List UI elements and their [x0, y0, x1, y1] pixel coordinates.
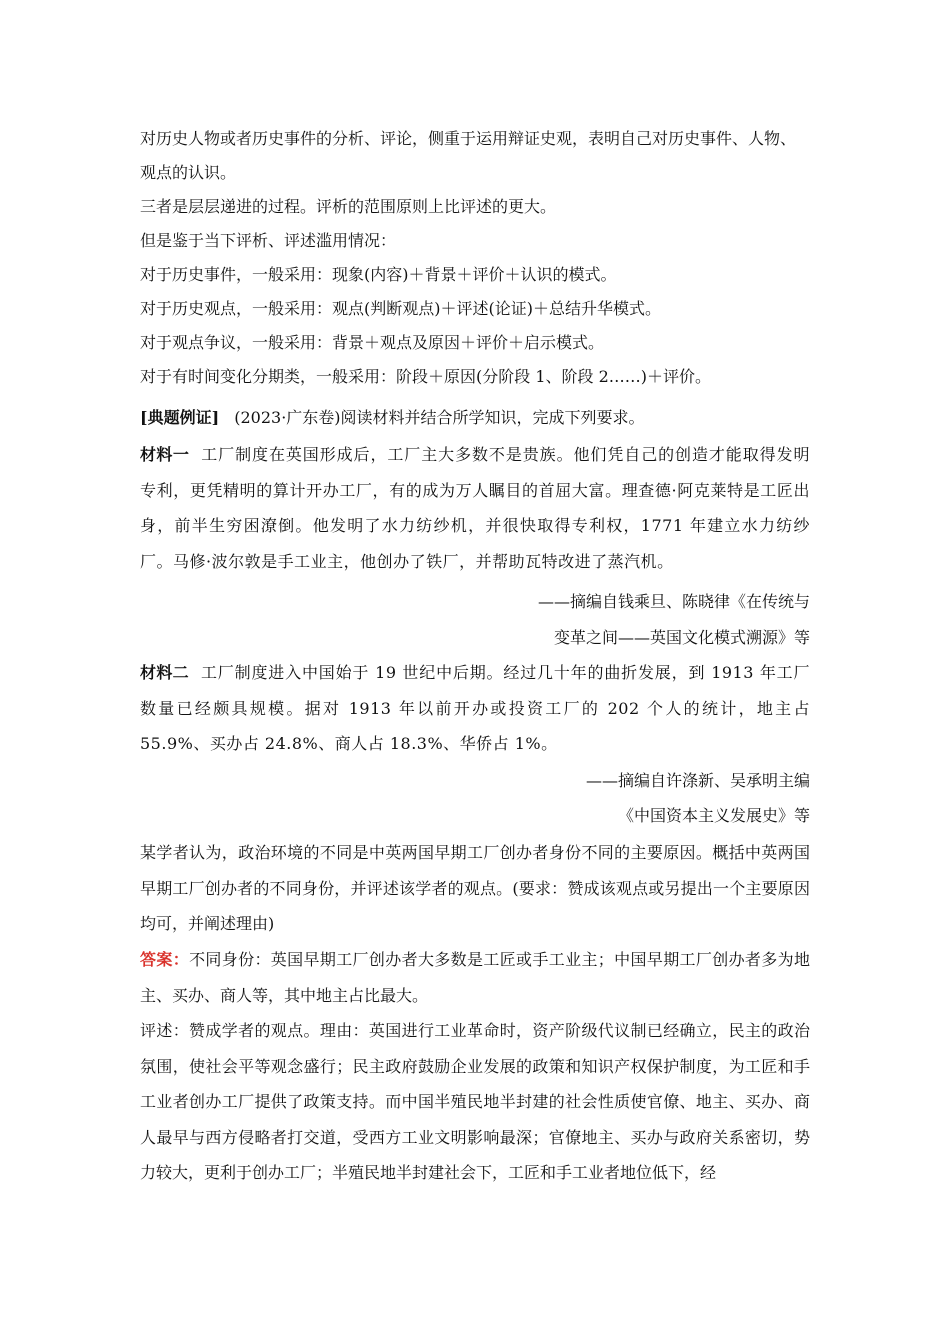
example-text: (2023·广东卷)阅读材料并结合所学知识，完成下列要求。	[234, 408, 645, 427]
material-one-label: 材料一	[140, 445, 190, 464]
intro-line: 三者是层层递进的过程。评析的范围原则上比评述的更大。	[140, 197, 557, 216]
material-one-text: 工厂制度在英国形成后，工厂主大多数不是贵族。他们凭自己的创造才能取得发明专利，更凭精明的算计开办工厂，有的成为万人瞩目的首屈大富。理查德·阿克莱特是工匠出身，前半生穷困潦倒。他发明了水力纺纱机，并很快取得专利权，1771 年建立水力纺纱厂。马修·波尔敦是手工业主，他创办了铁厂，并帮助瓦特改进了蒸汽机。	[140, 445, 810, 571]
intro-line: 对于历史事件，一般采用：现象(内容)＋背景＋评价＋认识的模式。	[140, 265, 617, 284]
material-one	[140, 437, 810, 579]
commentary-text: 评述：赞成学者的观点。理由：英国进行工业革命时，资产阶级代议制已经确立，民主的政治氛围，使社会平等观念盛行；民主政府鼓励企业发展的政策和知识产权保护制度，为工匠和手工业者创办工厂提供了政策支持。而中国半殖民地半封建的社会性质使官僚、地主、买办、商人最早与西方侵略者打交道，受西方工业文明影响最深；官僚地主、买办与政府关系密切，势力较大，更利于创办工厂；半殖民地半封建社会下，工匠和手工业者地位低下，经	[140, 1021, 810, 1183]
question-text: 某学者认为，政治环境的不同是中英两国早期工厂创办者身份不同的主要原因。概括中英两国早期工厂创办者的不同身份，并评述该学者的观点。(要求：赞成该观点或另提出一个主要原因均可，并阐述理由)	[140, 843, 810, 934]
intro-line: 对于历史观点，一般采用：观点(判断观点)＋评述(论证)＋总结升华模式。	[140, 299, 661, 318]
answer-block	[140, 942, 810, 1013]
answer-label: 答案：	[140, 950, 190, 969]
material-two-source-line: ——摘编自许涤新、吴承明主编	[585, 771, 810, 790]
example-heading	[140, 400, 810, 436]
material-one-source-line: 变革之间——英国文化模式溯源》等	[553, 628, 810, 647]
material-two-text: 工厂制度进入中国始于 19 世纪中后期。经过几十年的曲折发展，到 1913 年工厂数量已经颇具规模。据对 1913 年以前开办或投资工厂的 202 个人的统计，地主占 55.9%、买办占 24.8%、商人占 18.3%、华侨占 1%。	[140, 663, 810, 754]
intro-line: 对于有时间变化分期类，一般采用：阶段＋原因(分阶段 1、阶段 2……)＋评价。	[140, 367, 712, 386]
intro-section	[140, 122, 820, 394]
intro-line: 观点的认识。	[140, 163, 237, 182]
intro-line: 对历史人物或者历史事件的分析、评论，侧重于运用辩证史观，表明自己对历史事件、人物、	[140, 129, 797, 148]
intro-line: 但是鉴于当下评析、评述滥用情况：	[140, 231, 397, 250]
material-two	[140, 655, 810, 762]
material-two-source-line: 《中国资本主义发展史》等	[617, 806, 810, 825]
material-one-source-line: ——摘编自钱乘旦、陈晓律《在传统与	[537, 592, 810, 611]
material-two-label: 材料二	[140, 663, 189, 682]
intro-line: 对于观点争议，一般采用：背景＋观点及原因＋评价＋启示模式。	[140, 333, 605, 352]
example-label: [典题例证]	[140, 408, 220, 427]
answer-text: 不同身份：英国早期工厂创办者大多数是工匠或手工业主；中国早期工厂创办者多为地主、买办、商人等，其中地主占比最大。	[140, 950, 810, 1005]
